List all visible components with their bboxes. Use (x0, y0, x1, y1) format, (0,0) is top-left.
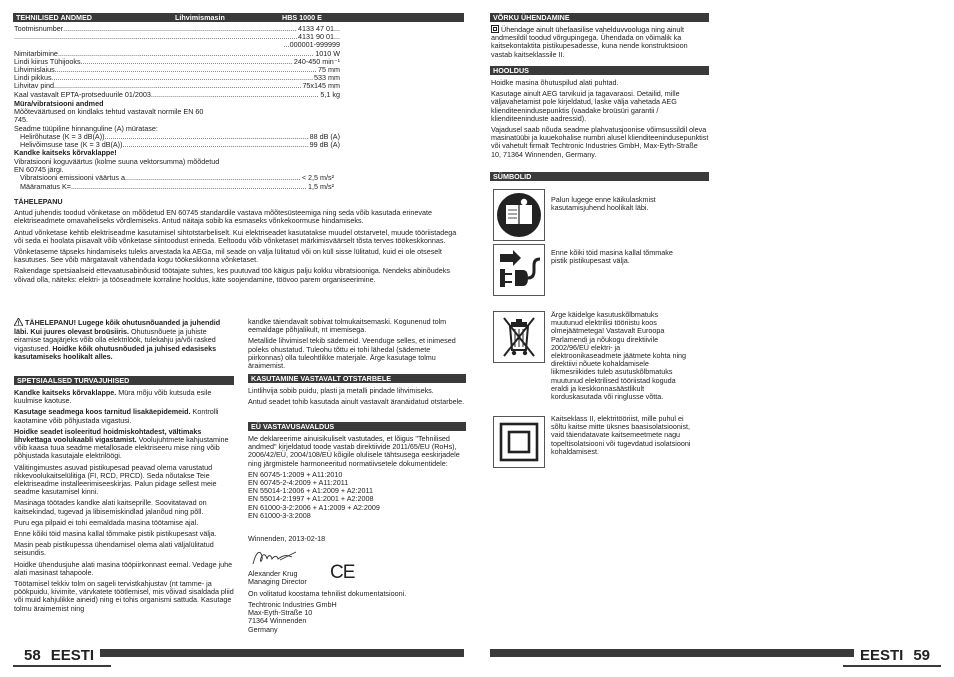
vibration-section (14, 158, 334, 191)
address-block (248, 601, 337, 634)
spec-row: Lihvimislaius ..... 75 mm (14, 66, 340, 74)
safety-paragraph: Välitingimustes asuvad pistikupesad peavad olema varustatud rikkevoolukaitselülitiga (FI, RCD, PRCD). Seda nõutakse Teie elektriseadme installeerimiseeskirjas. Palun pidage sellest meie seadme kasutamisel kinni. (14, 462, 217, 497)
page-language: EESTI (50, 646, 95, 664)
safety-paragraph: Kasutage seadmega koos tarnitud lisakäepidemeid. Kontrolli kaotamine võib põhjustada vigastusi. (14, 407, 219, 425)
safety-paragraph: Enne kõiki töid masina kallal tõmmake pistik pistikupesast välja. (14, 529, 217, 539)
class-ii-icon (493, 416, 545, 468)
warning-bold-end: Hoidke kõik ohutusnõuded ja juhised edasiseks kasutamiseks hoolikalt alles. (14, 343, 217, 361)
page-number: 58 (24, 646, 41, 664)
maintenance-paragraph: Vajadusel saab nõuda seadme plahvatusjoonise võimsussildil oleva masinatüübi ja kuuekohalise numbri alusel klienditeenindusepunktist või vahetult firmalt Techtronic Industries GmbH, Max-Eyth-Straße 10, 71364 Winnenden, Germany. (491, 125, 709, 159)
attention-paragraph: Võnketaseme täpseks hindamiseks tuleks arvestada ka AEGa, mil seade on välja lülitatud või on küll sisse lülitatud, kuid ei ole otseselt kasutuses. See võib märgatavalt vähendada kogu töökeskkonna võnketaset. (14, 247, 442, 265)
page-language: EESTI (859, 646, 904, 664)
ce-mark: CE (330, 562, 355, 583)
col2-paragraph: kandke täiendavalt sobivat tolmukaitsemaski. Kogunenud tolm eemaldage põhjalikult, nt imemisega. (248, 317, 447, 335)
symbol-text: Palun lugege enne käikulaskmist kasutamisjuhend hoolikalt läbi. (551, 195, 656, 213)
maintenance-paragraph: Kasutage ainult AEG tarvikuid ja tagavaraosi. Detailid, mille väljavahetamist pole kirjeldatud, laske välja vahetada AEG klienditeenindusepunktis (vaadake broüsüri garantii / klienditeeninduste aadressid). (491, 89, 680, 123)
noise-row: Helirõhutase (K = 3 dB(A)) ..... 88 dB (A) (14, 133, 340, 141)
spec-row: ..... 4131 90 01... (14, 33, 340, 41)
address-line: Max-Eyth-Straße 10 (248, 608, 313, 618)
tech-data-col3: HBS 1000 E (282, 13, 322, 22)
safety-header: SPETSIAALSED TURVAJUHISED (14, 376, 234, 385)
symbols-header: SÜMBOLID (490, 172, 709, 181)
tech-data-col2: Lihvimismasin (175, 13, 225, 22)
spec-row: Kaal vastavalt EPTA-protseduurile 01/2003 ..... 5,1 kg (14, 91, 340, 99)
col2-continued (248, 318, 466, 373)
footer-label (13, 646, 100, 666)
footer-underline (843, 665, 941, 667)
tech-data-title: TEHNILISED ANDMED (16, 13, 93, 22)
class-ii-small-icon (491, 25, 499, 33)
noise-title: Müra/vibratsiooni andmed (14, 99, 104, 108)
ce-norm: EN 55014-2:1997 + A1:2001 + A2:2008 (248, 494, 374, 504)
safety-paragraph: Masin peab pistikupessa ühendamisel olema alati väljalülitatud seisundis. (14, 540, 214, 558)
safety-paragraph: Töötamisel tekkiv tolm on sageli tervistkahjustav (nt tamme- ja pöökpuidu, kivimite, värvkatete töötlemisel, mis võivad sisaldada pliid või muid kahjulikke aineid) ning ei tohis organismi sattuda. Kasutage tolmu äraimemist ning (14, 579, 234, 613)
weee-bin-icon (493, 311, 545, 363)
right-page (477, 0, 954, 677)
ce-norm: EN 60745-2-4:2009 + A11:2011 (248, 478, 349, 488)
noise-level-intro: Seadme tüüpiline hinnanguline (A) müratase: (14, 123, 158, 133)
read-manual-icon (493, 189, 545, 241)
spec-row: Nimitarbimine ..... 1010 W (14, 50, 340, 58)
spec-row: Lihvitav pind ..... 75x145 mm (14, 82, 340, 90)
symbol-text: Enne kõiki töid masina kallal tõmmake pistik pistikupesast välja. (551, 248, 673, 266)
ce-header: EÜ VASTAVUSAVALDUS (248, 422, 466, 431)
col2-paragraph: Metallide lihvimisel tekib sädemeid. Veenduge selles, et inimesed poleks ohustatud. Tuleohu tõttu ei tohi lähedal (sädemete piirkonnas) olla tuleohtlikke materjale. Ärge kasutage tolmu äraimemist. (248, 336, 456, 371)
attention-section (14, 198, 464, 287)
unplug-icon (493, 244, 545, 296)
ce-norm: EN 55014-1:2006 + A1:2009 + A2:2011 (248, 486, 373, 496)
symbol-text: Ärge käidelge kasutuskõlbmatuks muutunud elektrilisi tööriistu koos olmejäätmetega! Vastavalt Euroopa Parlamendi ja nõukogu direktiivile 2002/96/EÜ elektri- ja elektroonikaseadmete jäätmete kohta ning direktiivi nõuete kohaldamisele liikmesriikides tuleb asutuskõlbmatuks muutunud elektrilised tööriistad koguda eraldi ja keskkonnasäästlikult korduskasutada või ringlusse võtta. (551, 310, 687, 402)
intended-use-paragraph: Lintlihvija sobib puidu, plasti ja metalli pindade lihvimiseks. (248, 386, 434, 395)
ce-norm: EN 61000-3-2:2006 + A1:2009 + A2:2009 (248, 502, 380, 512)
spec-list (14, 25, 340, 99)
spec-row: Lindi kiirus Tühijooks ..... 240-450 min⁻¹ (14, 58, 340, 66)
maintenance-header: HOOLDUS (490, 66, 709, 75)
noise-row: Helivõimsuse tase (K = 3 dB(A)) ..... 99 dB (A) (14, 141, 340, 149)
intended-use-section (248, 387, 466, 409)
address-line: Germany (248, 624, 278, 634)
address-line: 71364 Winnenden (248, 616, 307, 626)
ce-norm: EN 61000-3-3:2008 (248, 510, 311, 520)
symbol-text: Kaitseklass II, elektritööriist, mille puhul ei sõltu kaitse mitte üksnes baasisolatsioonist, vaid täiendatavate kaitsemeetmete nagu topeltisolatsiooni või tugevdatud isolatsiooni kohaldamisest. (551, 414, 691, 456)
intended-use-paragraph: Antud seadet tohib kasutada ainult vastavalt äranäidatud otstarbele. (248, 397, 465, 407)
address-line: Techtronic Industries GmbH (248, 600, 337, 609)
vib-intro: Vibratsiooni koguväärtus (kolme suuna vektorsumma) mõõdetud EN 60745 järgi. (14, 157, 220, 175)
vib-row: Määramatus K= ..... 1,5 m/s² (14, 183, 334, 191)
safety-paragraph: Hoidke seadet isoleeritud hoidmiskohtadest, vältimaks lihvkettaga voolukaabli vigastamist. Voolujuhtmete kahjustamine võib kaasa tuua seadme metallosade elektriseeru mise ning võib põhjustada kasutajale elektrilöögi. (14, 426, 229, 461)
vib-row: Vibratsiooni emissiooni väärtus a ..... < 2,5 m/s² (14, 174, 334, 182)
ce-section (248, 435, 466, 520)
net-section (491, 25, 709, 59)
footer-underline (13, 665, 111, 667)
signature-image (250, 546, 300, 568)
attention-title: TÄHELEPANU (14, 197, 63, 206)
footer-label (854, 646, 941, 666)
attention-paragraph: Rakendage spetsiaalseid ettevaatusabinõusid töötajate suhtes, kes puutuvad töö käigus palju kokku vibratsiooniga. Nendeks abinõudeks võivad olla, näiteks: elektri- ja tööseadmete korraline hooldus, käte soojendamine, töövoo parem organiseerimine. (14, 266, 450, 284)
safety-paragraph: Puru ega pilpaid ei tohi eemaldada masina töötamise ajal. (14, 517, 199, 527)
warning-lead: TÄHELEPANU! Lugege kõik ohutusnõuanded ja juhendid läbi. Kui juures olevast broüsiiris. (14, 318, 221, 337)
signer-block (248, 570, 307, 586)
attention-paragraph: Antud juhendis toodud võnketase on mõõdetud EN 60745 standardile vastava mõõtesüsteemiga ning seda võib kasutada erinevate elektriseadmete omavaheliseks võrdlemiseks. Antud näitaja sobib ka esmaseks võnkekoormuse hindamiseks. (14, 208, 432, 226)
net-header: VÕRKU ÜHENDAMINE (490, 13, 709, 22)
intended-use-header: KASUTAMINE VASTAVALT OTSTARBELE (248, 374, 466, 383)
maintenance-section (491, 79, 709, 162)
attention-paragraph: Antud võnketase kehtib elektriseadme kasutamisel sihtotstarbeliselt. Kui elektriseadet kasutatakse muudel otstarvetel, muude tööriistadega või seda ei hoolata piisavalt võib võnketase siintoodust erineda. Eeltoodu võib võnketaset märkimisväärselt tõsta terves töökeskkonnas. (14, 227, 457, 245)
noise-intro: Mõõteväärtused on kindlaks tehtud vastavalt normile EN 60 745. (14, 107, 204, 125)
doc-note: On volitatud koostama tehnilist dokumentatsiooni. (248, 589, 407, 598)
page-number: 59 (913, 646, 930, 664)
spec-row: Tootmisnumber ..... 4133 47 01... (14, 25, 340, 33)
spec-row: ...000001-999999 (283, 41, 340, 50)
warning-text: Ohutusnõuete ja juhiste eiramise tagajärjeks võib olla elektrilöök, tulekahju ja/või rasked vigastused. (14, 327, 216, 353)
noise-section (14, 100, 340, 157)
ce-intro: Me deklareerime ainuisikuliselt vastutades, et lõigus "Tehnilised andmed" kirjeldatud toode vastab direktiivide 2011/65/EU (RoHs), 2006/42/EÜ, 2004/108/EÜ kõigile olulisele tähtsusega eeskirjadele ning järgmistele harmoneeritud normatiivsetele dokumentidele: (248, 434, 460, 468)
safety-paragraph: Kandke kaitseks kõrvaklappe. Müra mõju võib kutsuda esile kuulmise kaotuse. (14, 388, 212, 406)
tech-data-header (13, 13, 464, 22)
safety-paragraph: Hoidke ühendusjuhe alati masina tööpiirkonnast eemal. Vedage juhe alati masinast tahapoole. (14, 559, 233, 577)
spec-row: Lindi pikkus ..... 533 mm (14, 74, 340, 82)
warning-box (14, 318, 234, 361)
safety-section (14, 389, 234, 616)
ce-norm: EN 60745-1:2009 + A11:2010 (248, 469, 343, 479)
hearing-note: Kandke kaitseks kõrvaklappe! (14, 148, 117, 158)
net-text: Ühendage ainult ühefaasilise vahelduvvooluga ning ainult andmesildil toodud võrgupingega. Ühendada on võimalik ka kaitsekontaktita pistikupesadesse, kuna nende konstruktsioon vastab kaitseklassile II. (491, 25, 688, 59)
safety-paragraph: Masinaga töötades kandke alati kaitseprille. Soovitatavad on kaitsekindad, tugevad ja libisemiskindlad jalanõud ning põll. (14, 498, 207, 516)
signer-title: Managing Director (248, 577, 307, 587)
maintenance-paragraph: Hoidke masina õhutuspilud alati puhtad. (491, 78, 619, 87)
signer-name: Alexander Krug (248, 569, 298, 578)
ce-date: Winnenden, 2013-02-18 (248, 534, 326, 543)
